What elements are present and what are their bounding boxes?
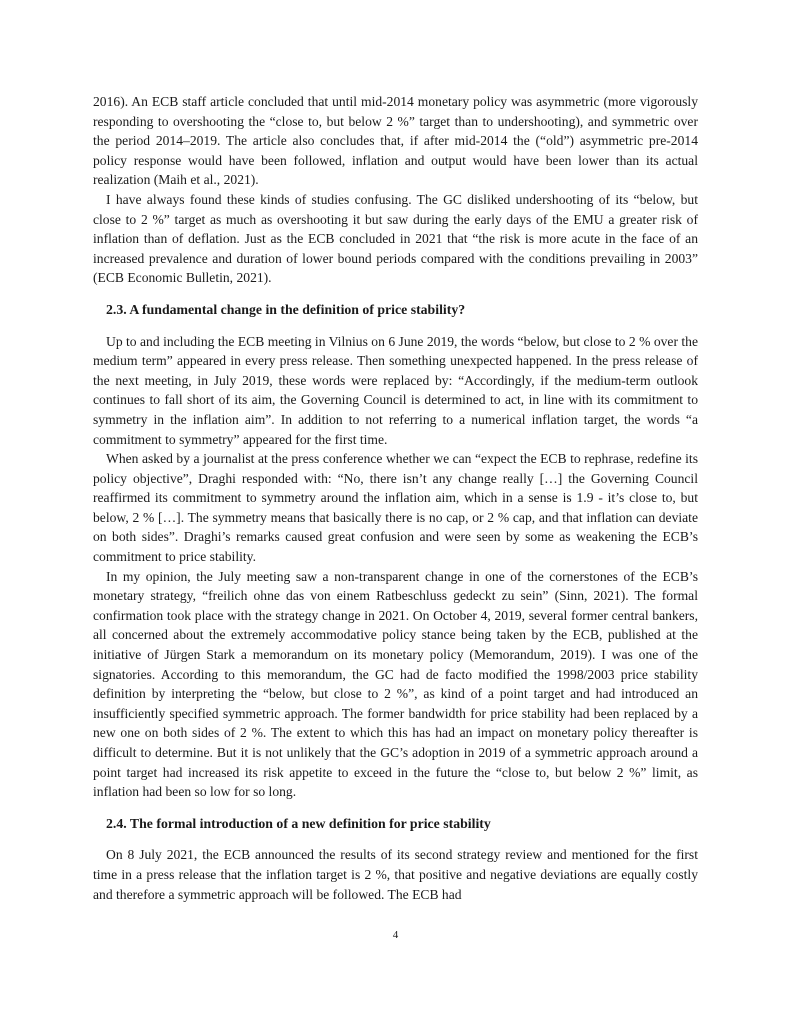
paragraph: 2016). An ECB staff article concluded that until mid-2014 monetary policy was asymmetric (more vigorously responding to overshooting the “close to, but below 2 %” target than to undershooting), and symmetric over the period 2014–2019. The article also concludes that, if after mid-2014 the (“old”) asymmetric pre-2014 policy response would have been followed, inflation and output would have been lower than its actual realization (Maih et al., 2021). [93,94,698,188]
page-number: 4 [392,929,399,941]
paragraph: In my opinion, the July meeting saw a non-transparent change in one of the cornerstones of the ECB’s monetary strategy, “freilich ohne das von einem Ratbeschluss gedeckt zu sein” (Sinn, 2021). The formal confirmation took place with the strategy change in 2021. On October 4, 2019, several former central bankers, all concerned about the extremely accommodative policy stance being taken by the ECB, published at the initiative of Jürgen Stark a memorandum on its monetary policy (Memorandum, 2019). I was one of the signatories. According to this memorandum, the GC had de facto modified the 1998/2003 price stability definition by interpreting the “below, but close to 2 %”, as kind of a point target and had introduced an insufficiently specified symmetric approach. The former bandwidth for price stability had been replaced by a new one on both sides of 2 %. The extent to which this has had an impact on monetary policy thereafter is difficult to determine. But it is not unlikely that the GC’s adoption in 2019 of a symmetric approach around a point target had increased its risk appetite to exceed in the future the “close to, but below 2 %” limit, as inflation had been so low for so long. [93,568,698,800]
paragraph: On 8 July 2021, the ECB announced the results of its second strategy review and mentioned for the first time in a press release that the inflation target is 2 %, that positive and negative deviations are equally costly and therefore a symmetric approach will be followed. The ECB had [93,847,698,902]
document-body [93,92,698,904]
paragraph: When asked by a journalist at the press conference whether we can “expect the ECB to rephrase, redefine its policy objective”, Draghi responded with: “No, there isn’t any change really […] the Governing Council reaffirmed its commitment to symmetry around the inflation aim, which in a sense is 1.9 - it’s close to, but below, 2 % […]. The symmetry means that basically there is no cap, or 2 % cap, and that inflation can deviate on both sides”. Draghi’s remarks caused great confusion and were seen by some as weakening the ECB’s commitment to price stability. [93,451,698,565]
paragraph: Up to and including the ECB meeting in Vilnius on 6 June 2019, the words “below, but close to 2 % over the medium term” appeared in every press release. Then something unexpected happened. In the press release of the next meeting, in July 2019, these words were replaced by: “Accordingly, if the medium-term outlook continues to fall short of its aim, the Governing Council is determined to act, in line with its commitment to symmetry in the inflation aim”. In addition to not referring to a numerical inflation target, the words “a commitment to symmetry” appeared for the first time. [93,333,698,447]
section-heading: 2.4. The formal introduction of a new definition for price stability [106,815,491,831]
paragraph: I have always found these kinds of studies confusing. The GC disliked undershooting of its “below, but close to 2 %” target as much as overshooting it but saw during the early days of the EMU a greater risk of inflation than of deflation. Just as the ECB concluded in 2021 that “the risk is more acute in the face of an increased prevalence and duration of lower bound periods compared with the conditions prevailing in 2003” (ECB Economic Bulletin, 2021). [93,191,698,286]
section-heading: 2.3. A fundamental change in the definition of price stability? [106,301,466,317]
